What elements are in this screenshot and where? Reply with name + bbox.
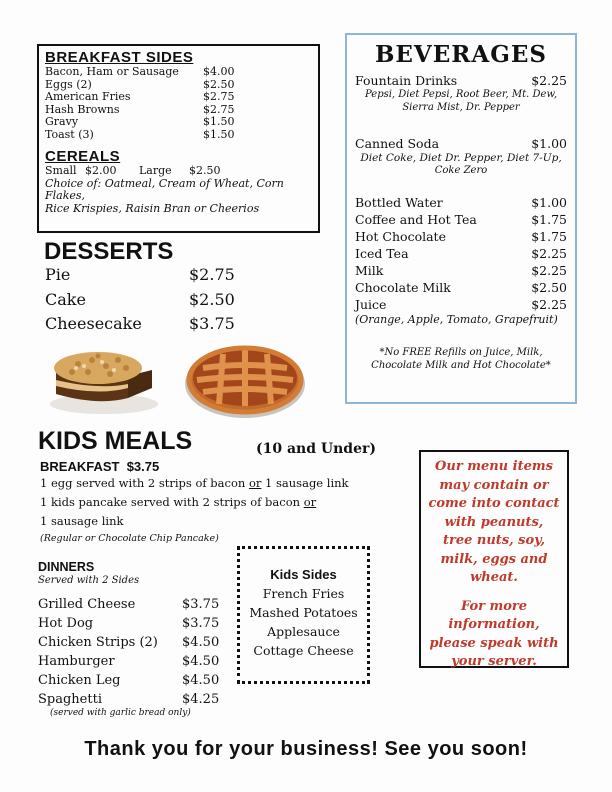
beverage-item: Chocolate Milk $2.50	[355, 280, 567, 295]
kids-sides-title: Kids Sides	[270, 567, 337, 582]
dinner-item: Spaghetti $4.25	[38, 692, 220, 707]
allergy-line: milk, eggs and	[440, 551, 548, 567]
dinners-list	[38, 595, 219, 709]
dessert-item: Pie $2.75	[45, 265, 235, 284]
breakfast-side-item: Hash Browns $2.75	[45, 102, 235, 116]
breakfast-side-item: Eggs (2) $2.50	[45, 77, 235, 91]
breakfast-sides-box	[37, 44, 320, 233]
beverages-title: BEVERAGES	[374, 41, 548, 68]
beverages-box	[345, 33, 577, 404]
allergy-line: come into contact	[428, 496, 560, 511]
kids-meals-age: (10 and Under)	[256, 441, 376, 457]
cereal-sizes: Small $2.00 Large $2.50	[45, 164, 221, 177]
allergy-line: wheat.	[470, 570, 518, 585]
dinners-title: DINNERS	[38, 560, 95, 574]
refill-note-line2: Chocolate Milk and Hot Chocolate*	[371, 359, 551, 371]
allergy-line: tree nuts, soy,	[442, 533, 546, 548]
kids-breakfast-line2: 1 kids pancake served with 2 strips of bacon or	[40, 495, 317, 509]
beverage-item: Coffee and Hot Tea $1.75	[355, 212, 567, 227]
allergy-line: Our menu items	[435, 459, 553, 474]
dinner-item: Hot Dog $3.75	[38, 616, 220, 631]
desserts-list	[45, 263, 235, 337]
cereals-title: CEREALS	[45, 148, 121, 165]
juice-note: (Orange, Apple, Tomato, Grapefruit)	[355, 313, 558, 326]
beverage-item-canned: Canned Soda $1.00	[355, 136, 567, 151]
fountain-options-line2: Sierra Mist, Dr. Pepper	[402, 101, 520, 113]
kids-breakfast-desc	[40, 474, 349, 547]
beverage-item: Milk $2.25	[355, 263, 567, 278]
allergy-info-line: your server.	[451, 654, 537, 669]
dinner-item: Chicken Leg $4.50	[38, 673, 220, 688]
beverage-item-fountain: Fountain Drinks $2.25	[355, 73, 567, 88]
footer-thank-you: Thank you for your business! See you soon!	[84, 738, 528, 760]
beverage-list	[355, 194, 567, 313]
dessert-item: Cake $2.50	[45, 289, 235, 309]
dinners-subtitle: Served with 2 Sides	[38, 575, 140, 586]
allergy-info-line: information,	[448, 617, 540, 632]
fountain-options-line1: Pepsi, Diet Pepsi, Root Beer, Mt. Dew,	[365, 89, 557, 100]
canned-options-line2: Coke Zero	[434, 164, 488, 176]
kids-meals-title: KIDS MEALS	[38, 427, 193, 455]
breakfast-side-item: Gravy $1.50	[45, 115, 235, 128]
cereal-choice-line2: Rice Krispies, Raisin Bran or Cheerios	[45, 201, 260, 215]
allergy-info-line: please speak with	[429, 635, 559, 651]
beverage-item: Iced Tea $2.25	[355, 246, 567, 261]
spaghetti-note: (served with garlic bread only)	[50, 708, 191, 718]
beverage-item: Juice $2.25	[355, 297, 567, 312]
kids-side-item: Cottage Cheese	[253, 643, 354, 658]
cake-image	[48, 342, 160, 416]
kids-breakfast-line3: 1 sausage link	[40, 514, 124, 528]
breakfast-side-item: American Fries $2.75	[45, 90, 235, 103]
beverage-item: Bottled Water $1.00	[355, 195, 567, 210]
breakfast-side-item: Toast (3) $1.50	[45, 127, 235, 141]
breakfast-sides-list	[45, 66, 263, 141]
allergy-line: may contain or	[439, 477, 549, 493]
allergy-line: with peanuts,	[444, 514, 544, 530]
cereal-choice-line1: Choice of: Oatmeal, Cream of Wheat, Corn Flakes,	[45, 176, 284, 202]
beverage-item: Hot Chocolate $1.75	[355, 229, 567, 244]
pancake-note: (Regular or Chocolate Chip Pancake)	[40, 533, 219, 544]
refill-note-line1: *No FREE Refills on Juice, Milk,	[379, 347, 543, 358]
breakfast-side-item: Bacon, Ham or Sausage $4.00	[45, 65, 235, 78]
kids-breakfast-heading: BREAKFAST $3.75	[40, 459, 160, 474]
canned-options-line1: Diet Coke, Diet Dr. Pepper, Diet 7-Up,	[360, 152, 562, 164]
kids-breakfast-line1: 1 egg served with 2 strips of bacon or 1 sausage link	[40, 476, 349, 490]
dinner-item: Grilled Cheese $3.75	[38, 597, 220, 612]
kids-side-item: French Fries	[262, 586, 345, 601]
pie-image	[183, 340, 307, 422]
kids-side-item: Mashed Potatoes	[249, 605, 358, 620]
kids-side-item: Applesauce	[267, 624, 340, 639]
desserts-title: DESSERTS	[44, 238, 174, 265]
kids-sides-box	[237, 546, 370, 684]
allergy-info-line: For more	[460, 598, 528, 614]
dessert-item: Cheesecake $3.75	[45, 314, 235, 333]
dinner-item: Chicken Strips (2) $4.50	[38, 635, 220, 650]
dinner-item: Hamburger $4.50	[38, 654, 220, 669]
allergy-notice-box	[419, 450, 569, 668]
breakfast-sides-title: BREAKFAST SIDES	[45, 49, 194, 66]
